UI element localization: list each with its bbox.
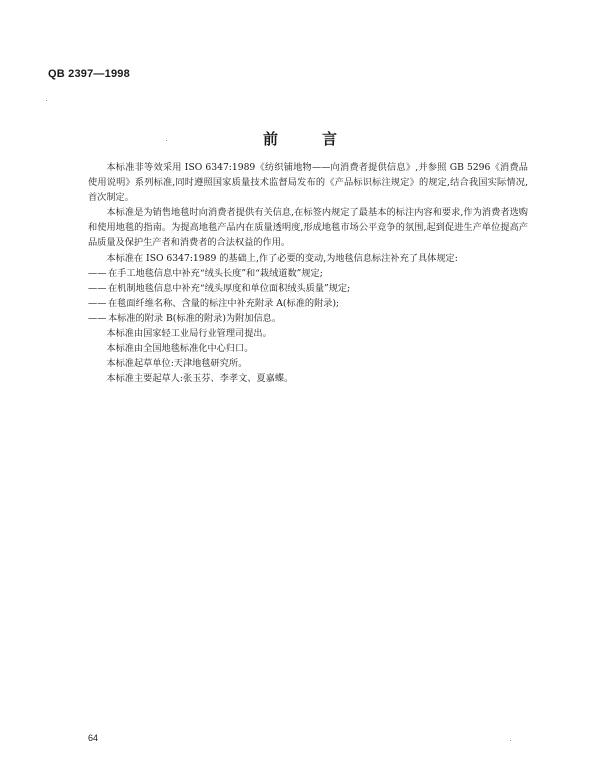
list-item-text: 本标准的附录 B(标准的附录)为附加信息。 [108, 312, 282, 324]
dash-marker: —— [88, 267, 107, 279]
list-item-text: 在毯面纤维名称、含量的标注中补充附录 A(标准的附录); [108, 297, 340, 309]
list-item [88, 311, 528, 326]
closing-line: 本标准由全国地毯标准化中心归口。 [106, 343, 254, 355]
title-part-2: 言 [322, 130, 338, 148]
paragraph: 本标准非等效采用 ISO 6347:1989《纺织铺地物——向消费者提供信息》,并参照 GB 5296《消费品使用说明》系列标准,同时遵照国家质量技术监督局发布的《产品标识标注规定》的规定,结合我国实际情况,首次制定。 [88, 162, 528, 204]
scan-speck [46, 100, 47, 101]
standard-code: QB 2397—1998 [48, 68, 130, 80]
closing-line: 本标准由国家轻工业局行业管理司提出。 [106, 328, 272, 340]
list-item-text: 在机制地毯信息中补充“绒头厚度和单位面积绒头质量”规定; [108, 282, 351, 294]
page-title [0, 128, 600, 149]
paragraph: 本标准是为销售地毯时向消费者提供有关信息,在标签内规定了最基本的标注内容和要求,作为消费者选购和使用地毯的指南。为提高地毯产品内在质量透明度,形成地毯市场公平竞争的氛围,起到促进生产单位提高产品质量及保护生产者和消费者的合法权益的作用。 [88, 207, 528, 249]
scan-speck [510, 740, 511, 741]
list-item-text: 在手工地毯信息中补充“绒头长度”和“栽绒道数”规定; [108, 267, 323, 279]
paragraph: 本标准在 ISO 6347:1989 的基础上,作了必要的变动,为地毯信息标注补充了具体规定: [106, 252, 458, 264]
dash-marker: —— [88, 312, 107, 324]
dash-marker: —— [88, 282, 107, 294]
closing-line: 本标准主要起草人:张玉芬、李孝文、夏嘉蝶。 [106, 373, 294, 385]
list-item [88, 281, 528, 296]
page-number: 64 [88, 733, 99, 743]
title-part-1: 前 [262, 130, 278, 148]
closing-line: 本标准起草单位:天津地毯研究所。 [106, 358, 248, 370]
list-item [88, 296, 528, 311]
list-item [88, 266, 528, 281]
foreword-body [88, 160, 528, 386]
dash-marker: —— [88, 297, 107, 309]
scan-speck [166, 140, 167, 141]
